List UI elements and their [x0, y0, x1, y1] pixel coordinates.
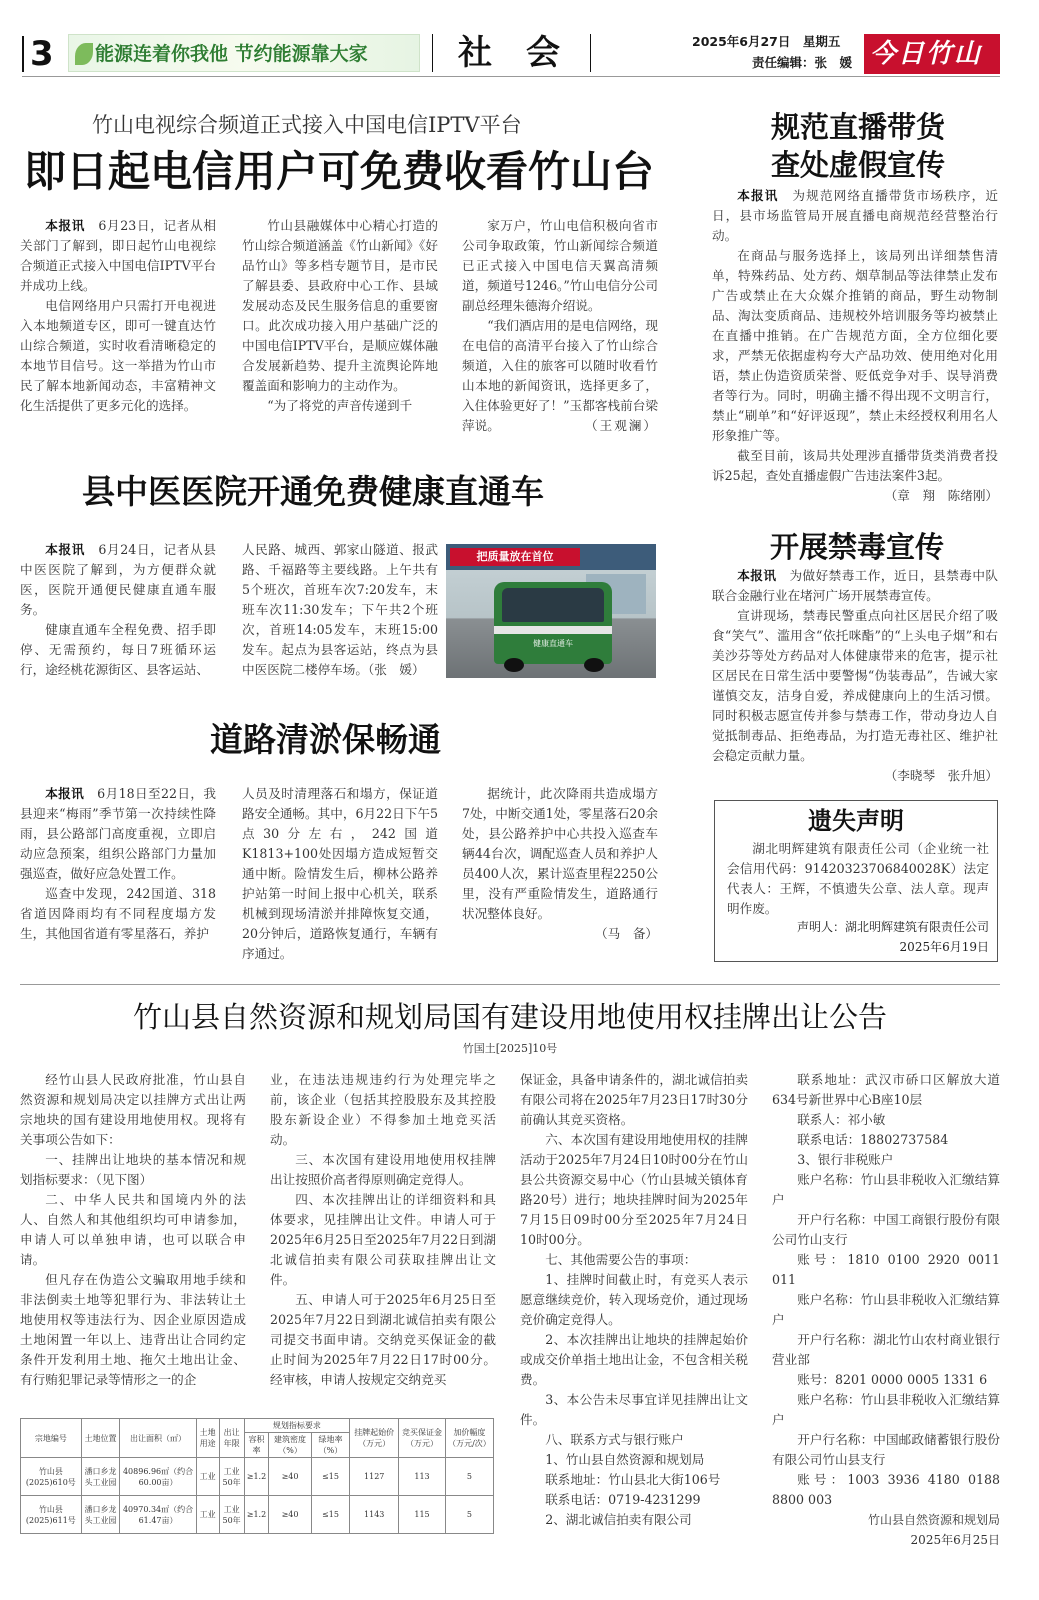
notice-date: 2025年6月19日	[899, 940, 989, 954]
paragraph: 四、本次挂牌出让的详细资料和具体要求，见挂牌出让文件。申请人可于2025年6月25日至2025年7月22日到湖北诚信拍卖有限公司获取挂牌出让文件。	[270, 1192, 496, 1287]
section-title: 社 会	[458, 33, 560, 73]
paragraph: 账号：8201 0000 0005 1331 6	[797, 1372, 988, 1387]
paragraph: 业，在违法违规违约行为处理完毕之前，该企业（包括其控股股东及其控股股东新设企业）不得参加土地竞买活动。	[270, 1072, 496, 1147]
article-column	[242, 784, 438, 964]
dateline-keyword: 本报讯	[45, 786, 85, 801]
paragraph: “为了将党的声音传递到千	[267, 398, 413, 413]
notice-title: 遗失声明	[808, 807, 904, 835]
table-cell: ≥1.2	[244, 1496, 269, 1534]
slogan-banner	[68, 34, 420, 72]
table-cell: 5	[445, 1458, 493, 1496]
notice-column	[20, 1070, 246, 1390]
dateline-keyword: 本报讯	[737, 568, 777, 583]
table-cell: 1143	[350, 1496, 399, 1534]
paragraph: 开户行名称：中国工商银行股份有限公司竹山支行	[772, 1212, 1000, 1247]
paragraph: 一、挂牌出让地块的基本情况和规划指标要求：（见下图）	[20, 1152, 246, 1187]
notice-signer: 竹山县自然资源和规划局	[867, 1513, 1000, 1527]
paragraph: 联系电话：0719-4231299	[545, 1492, 701, 1507]
byline: （王观澜）	[585, 418, 658, 433]
byline: （章 翔 陈绪刚）	[884, 488, 998, 503]
bus-wheel	[504, 658, 524, 672]
article-column	[20, 540, 216, 680]
article-column	[462, 216, 658, 436]
paragraph: 账户名称：竹山县非税收入汇缴结算户	[772, 1172, 1000, 1207]
issue-date: 2025年6月27日 星期五	[692, 34, 841, 49]
article-headline: 即日起电信用户可免费收看竹山台	[24, 147, 655, 196]
paragraph: 账号：1003 3936 4180 0188 8800 003	[772, 1472, 1000, 1507]
article-headline: 县中医医院开通免费健康直通车	[82, 472, 544, 511]
paragraph: 宣讲现场，禁毒民警重点向社区居民介绍了吸食“笑气”、滥用含“依托咪酯”的“上头电子烟”和右美沙芬等处方药品对人体健康带来的危害，提示社区居民在日常生活中要警惕“伪装毒品”，告诫大家谨慎交友，洁身自爱，养成健康向上的生活习惯。同时积极志愿宣传并参与禁毒工作，带动身边人自觉抵制毒品、拒绝毒品，为打造无毒社区、维护社会稳定贡献力量。	[712, 608, 998, 763]
paragraph: 经竹山县人民政府批准，竹山县自然资源和规划局决定以挂牌方式出让两宗地块的国有建设用地使用权。现将有关事项公告如下：	[20, 1072, 246, 1147]
paragraph: 家万户，竹山电信积极向省市公司争取政策，竹山新闻综合频道已正式接入中国电信天翼高清频道，频道号1246。”竹山电信分公司副总经理朱德海介绍说。	[462, 218, 658, 313]
table-cell: ≤15	[311, 1496, 349, 1534]
building-sign: 把质量放在首位	[450, 548, 580, 566]
table-header: 加价幅度（万元/次）	[445, 1419, 493, 1458]
table-header: 规划指标要求	[244, 1419, 350, 1433]
paragraph: 1、竹山县自然资源和规划局	[545, 1452, 705, 1467]
paragraph: 6月23日，记者从相关部门了解到，即日起竹山电视综合频道正式接入中国电信IPTV平台并成功上线。	[20, 218, 216, 293]
page-number: 3	[30, 34, 54, 74]
paragraph: 巡查中发现，242国道、318省道因降雨均有不同程度塌方发生，其他国省道有零星落石，养护	[20, 886, 216, 941]
paragraph: 联系人：祁小敏	[797, 1112, 886, 1127]
paragraph: 二、中华人民共和国境内外的法人、自然人和其他组织均可申请参加，申请人可以单独申请，也可以联合申请。	[20, 1192, 246, 1267]
paragraph: 据统计，此次降雨共造成塌方7处，中断交通1处，零星落石20余处，县公路养护中心共投入巡查车辆44台次，调配巡查人员和养护人员400人次，累计巡查里程2250公里，没有严重险情发生，道路通行状况整体良好。	[462, 786, 658, 921]
notice-column	[520, 1070, 748, 1530]
article-livestream	[712, 100, 1000, 510]
article-health-bus	[0, 462, 700, 692]
article-headline: 道路清淤保畅通	[210, 720, 441, 759]
paragraph: 人民路、城西、郭家山隧道、报武路、千福路等主要线路。上午共有5个班次，首班车次7:20发车，末班车次11:30发车；下午共2个班次，首班14:05发车，末班15:00发车。起点为县客运站，终点为县中医医院二楼停车场。	[242, 542, 438, 677]
paragraph: 为做好禁毒工作，近日，县禁毒中队联合金融行业在堵河广场开展禁毒宣传。	[712, 568, 999, 603]
notice-date: 2025年6月25日	[910, 1533, 1000, 1547]
table-row	[21, 1496, 494, 1534]
paragraph: 2、湖北诚信拍卖有限公司	[545, 1512, 692, 1527]
paragraph: 竹山县融媒体中心精心打造的竹山综合频道涵盖《竹山新闻》《好品竹山》等多档专题节目，是市民了解县委、县政府中心工作、县域发展动态及民生服务信息的重要窗口。此次成功接入用户基础广泛的中国电信IPTV平台，是顺应媒体融合发展新趋势、提升主流舆论阵地覆盖面和影响力的主动作为。	[242, 218, 438, 393]
paragraph: 三、本次国有建设用地使用权挂牌出让按照价高者得原则确定竞得人。	[270, 1152, 496, 1187]
article-column	[462, 784, 658, 944]
bus-stripe	[494, 626, 612, 634]
article-column	[242, 540, 438, 680]
page-number-bar	[22, 36, 24, 72]
table-header: 土地位置	[81, 1419, 120, 1458]
table-cell: 113	[399, 1458, 446, 1496]
paragraph: 电信网络用户只需打开电视进入本地频道专区，即可一键直达竹山综合频道，实时收看清晰稳定的本地节目信号。这一举措为竹山市民了解本地新闻动态，丰富精神文化生活提供了更多元化的选择。	[20, 298, 216, 413]
table-cell: 115	[399, 1496, 446, 1534]
masthead-divider	[432, 34, 433, 72]
paragraph: 6月18日至22日，我县迎来“梅雨”季节第一次持续性降雨，县公路部门高度重视，立即启动应急预案，组织公路部门力量加强巡查，做好应急处置工作。	[20, 786, 216, 881]
article-column	[20, 216, 216, 416]
paragraph: 人员及时清理落石和塌方，保证道路安全通畅。其中，6月22日下午5点30分左右，242国道K1813+100处因塌方造成短暂交通中断。险情发生后，柳林公路养护站第一时间上报中心机关，联系机械到现场清淤并排障恢复交通，20分钟后，道路恢复通行，车辆有序通过。	[242, 786, 438, 961]
notice-text: 湖北明辉建筑有限责任公司（企业统一社会信用代码：91420323706840028K）法定代表人：王辉，不慎遗失公章、法人章。现声明作废。	[727, 841, 989, 916]
editor-credit: 责任编辑：张 媛	[752, 55, 853, 70]
article-column	[20, 784, 216, 944]
masthead-rule	[22, 76, 1000, 77]
dateline-keyword: 本报讯	[45, 542, 86, 557]
bus-body	[494, 582, 612, 664]
bus-destination: 健康直通车	[533, 639, 573, 648]
table-header-row	[21, 1419, 494, 1433]
table-cell: 潘口乡龙头工业园	[81, 1496, 120, 1534]
paper-logo	[864, 34, 1000, 74]
byline: （张 媛）	[367, 662, 425, 677]
table-cell: ≥1.2	[244, 1458, 269, 1496]
masthead-divider	[590, 34, 591, 72]
paragraph: 开户行名称：中国邮政储蓄银行股份有限公司竹山县支行	[772, 1432, 1000, 1467]
bus-photo	[446, 544, 656, 678]
plot-table-wrap	[20, 1418, 494, 1534]
table-header: 出让面积（㎡）	[120, 1419, 196, 1458]
paragraph: 八、联系方式与银行账户	[545, 1432, 684, 1447]
paragraph: 6月24日，记者从县中医医院了解到，为方便群众就医，医院开通便民健康直通车服务。	[20, 542, 216, 617]
table-cell: 竹山县(2025)610号	[21, 1458, 82, 1496]
article-column	[242, 216, 438, 416]
paragraph: 在商品与服务选择上，该局列出详细禁售清单，特殊药品、处方药、烟草制品等法律禁止发布广告或禁止在大众媒介推销的商品，野生动物制品、淘汰变质商品、违规校外培训服务等均被禁止在直播中推销。在广告规范方面，全方位细化要求，严禁无依据虚构夸大产品功效、使用绝对化用语，禁止伪造资质荣誉、贬低竞争对手、误导消费者等行为。同时，明确主播不得出现不文明言行，禁止“刷单”和“好评返现”，禁止未经授权利用名人形象推广等。	[712, 248, 998, 443]
table-header: 容积率	[244, 1433, 269, 1458]
table-row	[21, 1458, 494, 1496]
table-cell: 40970.34㎡（约合61.47亩）	[120, 1496, 196, 1534]
table-cell: 工业50年	[219, 1458, 244, 1496]
land-auction-notice	[0, 990, 1039, 1590]
article-anti-drug	[712, 524, 1000, 794]
masthead	[0, 0, 1039, 80]
byline: （李晓琴 张升旭）	[884, 768, 998, 783]
paragraph: 保证金，具备申请条件的，湖北诚信拍卖有限公司将在2025年7月23日17时30分前确认其竞买资格。	[520, 1072, 748, 1127]
notice-signer: 声明人：湖北明辉建筑有限责任公司	[796, 920, 989, 934]
paper-name: 今日竹山	[870, 39, 983, 69]
paragraph: 七、其他需要公告的事项：	[545, 1252, 697, 1267]
paragraph: 3、本公告未尽事宜详见挂牌出让文件。	[520, 1392, 748, 1427]
article-iptv	[0, 100, 700, 440]
paragraph: 五、申请人可于2025年6月25日至2025年7月22日到湖北诚信拍卖有限公司提交书面申请。交纳竞买保证金的截止时间为2025年7月22日17时00分。经审核，申请人按规定交纳竞买	[270, 1292, 496, 1387]
article-road-clearing	[0, 712, 700, 972]
paragraph: 1、挂牌时间截止时，有竞买人表示愿意继续竞价，转入现场竞价，通过现场竞价确定竞得人。	[520, 1272, 748, 1327]
paragraph: 2、本次挂牌出让地块的挂牌起始价或成交价单指土地出让金，不包含相关税费。	[520, 1332, 748, 1387]
dateline-keyword: 本报讯	[45, 218, 86, 233]
slogan-text: 能源连着你我他 节约能源靠大家	[95, 43, 368, 65]
table-cell: ≤15	[311, 1458, 349, 1496]
table-header: 建筑密度（%）	[269, 1433, 311, 1458]
notice-column	[772, 1070, 1000, 1550]
bus-windshield	[502, 588, 604, 622]
table-header: 挂牌起始价（万元）	[350, 1419, 399, 1458]
article-body	[712, 566, 998, 786]
table-cell: 工业	[196, 1458, 219, 1496]
table-header: 竞买保证金（万元）	[399, 1419, 446, 1458]
article-body	[712, 186, 998, 506]
table-cell: 1127	[350, 1458, 399, 1496]
section-rule	[20, 984, 1000, 985]
paragraph: 但凡存在伪造公文骗取用地手续和非法倒卖土地等犯罪行为、非法转让土地使用权等违法行为、因企业原因造成土地闲置一年以上、违背出让合同约定条件开发利用土地、拖欠土地出让金、有行贿犯罪记录等情形之一的企	[20, 1272, 246, 1387]
paragraph: “我们酒店用的是电信网络，现在电信的高清平台接入了竹山综合频道，入住的旅客可以随时收看竹山本地的新闻资讯，选择更多了，入住体验更好了！”玉都客栈前台梁萍说。	[462, 318, 658, 433]
article-headline: 开展禁毒宣传	[769, 530, 944, 564]
dateline-keyword: 本报讯	[737, 188, 779, 203]
paragraph: 截至目前，该局共处理涉直播带货类消费者投诉25起，查处直播虚假广告违法案件3起。	[712, 448, 998, 483]
paragraph: 健康直通车全程免费、招手即停、无需预约，每日7班循环运行，途经桃花源街区、县客运站、	[20, 622, 216, 677]
table-cell: 潘口乡龙头工业园	[81, 1458, 120, 1496]
bus-wheel	[584, 658, 604, 672]
table-cell: 5	[445, 1496, 493, 1534]
table-header: 绿地率（%）	[311, 1433, 349, 1458]
notice-column	[270, 1070, 496, 1390]
paragraph: 开户行名称：湖北竹山农村商业银行营业部	[772, 1332, 1000, 1367]
document-number: 竹国土[2025]10号	[462, 1042, 558, 1055]
table-cell: 工业50年	[219, 1496, 244, 1534]
paragraph: 联系地址：武汉市硚口区解放大道634号新世界中心B座10层	[772, 1072, 1000, 1107]
table-cell: ≥40	[269, 1458, 311, 1496]
table-header: 土地用途	[196, 1419, 219, 1458]
paragraph: 联系地址：竹山县北大街106号	[545, 1472, 721, 1487]
leaf-icon	[75, 43, 93, 65]
table-cell: ≥40	[269, 1496, 311, 1534]
paragraph: 账号：1810 0100 2920 0011 011	[772, 1252, 1000, 1287]
byline: （马 备）	[595, 926, 658, 941]
table-cell: 工业	[196, 1496, 219, 1534]
plot-table	[20, 1418, 494, 1534]
paragraph: 3、银行非税账户	[797, 1152, 894, 1167]
article-kicker: 竹山电视综合频道正式接入中国电信IPTV平台	[92, 113, 522, 137]
paragraph: 账户名称：竹山县非税收入汇缴结算户	[772, 1292, 1000, 1327]
notice-headline: 竹山县自然资源和规划局国有建设用地使用权挂牌出让公告	[132, 1000, 887, 1034]
lost-notice-box	[714, 800, 998, 962]
article-headline: 规范直播带货 查处虚假宣传	[770, 110, 945, 182]
paragraph: 联系电话：18802737584	[797, 1132, 949, 1147]
table-header: 宗地编号	[21, 1419, 82, 1458]
paragraph: 账户名称：竹山县非税收入汇缴结算户	[772, 1392, 1000, 1427]
paragraph: 六、本次国有建设用地使用权的挂牌活动于2025年7月24日10时00分在竹山县公共资源交易中心（竹山县城关镇体育路20号）进行；地块挂牌时间为2025年7月15日09时00分至2025年7月24日10时00分。	[520, 1132, 748, 1247]
table-cell: 40896.96㎡（约合60.00亩）	[120, 1458, 196, 1496]
paragraph: 为规范网络直播带货市场秩序，近日，县市场监管局开展直播电商规范经营整治行动。	[712, 188, 999, 243]
table-cell: 竹山县(2025)611号	[21, 1496, 82, 1534]
table-header: 出让年限	[219, 1419, 244, 1458]
